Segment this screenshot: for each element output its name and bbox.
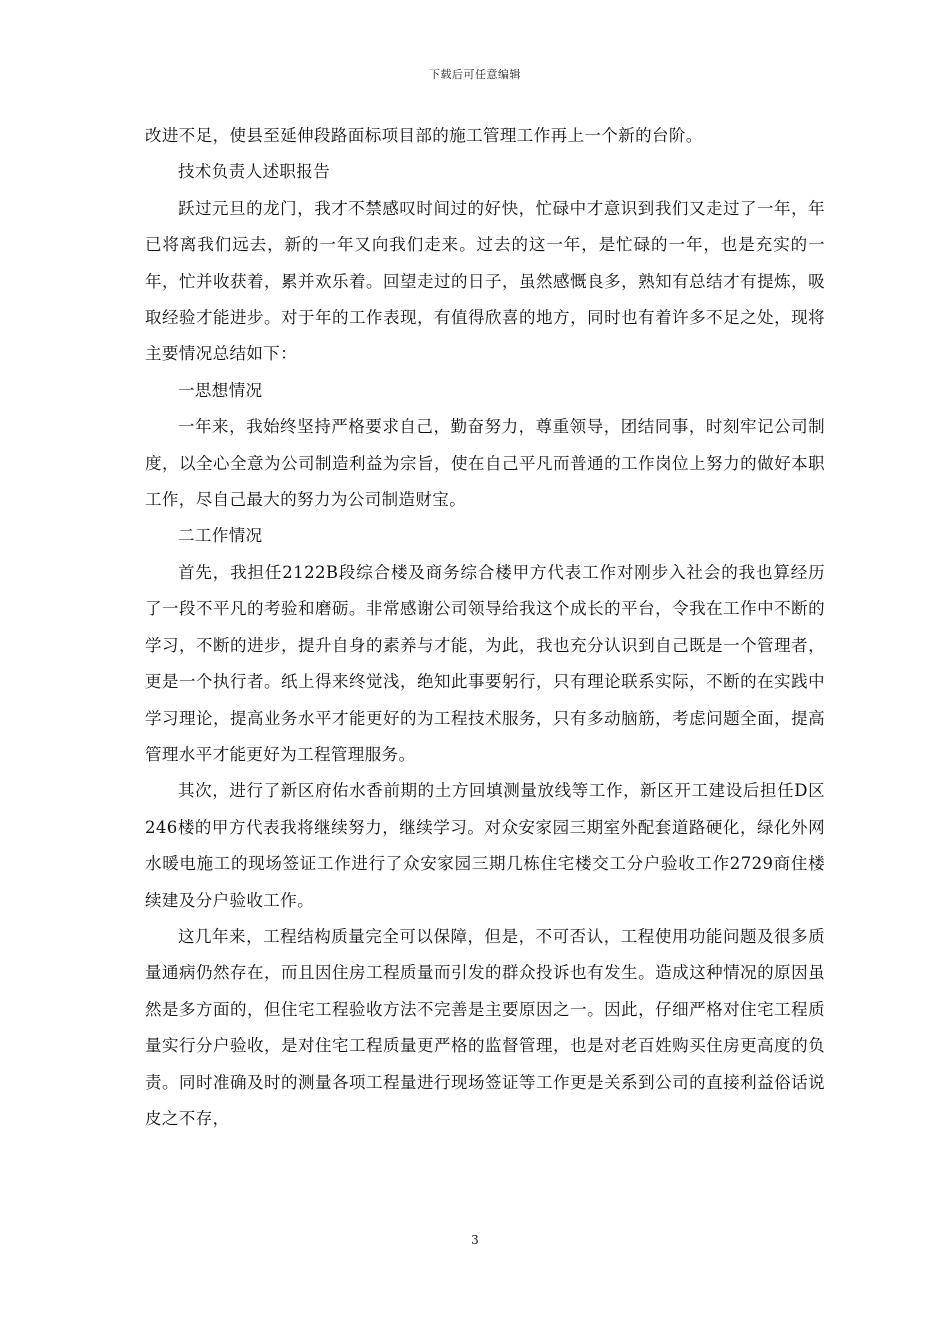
section-heading-thoughts: 一思想情况 (178, 380, 263, 400)
paragraph-work-second: 其次，进行了新区府佑水香前期的土方回填测量放线等工作，新区开工建设后担任D区246楼的甲方代表我将继续努力，继续学习。对众安家园三期室外配套道路硬化，绿化外网水暖电施工的现场签证工作进行了众安家园三期几栋住宅楼交工分户验收工作2729商住楼续建及分户验收工作。 (145, 781, 825, 910)
paragraph-intro: 跃过元旦的龙门，我才不禁感叹时间过的好快，忙碌中才意识到我们又走过了一年，年已将离我们远去，新的一年又向我们走来。过去的这一年，是忙碌的一年，也是充实的一年，忙并收获着，累并欢乐着。回望走过的日子，虽然感慨良多，熟知有总结才有提炼，吸取经验才能进步。对于年的工作表现，有值得欣喜的地方，同时也有着许多不足之处，现将主要情况总结如下： (145, 198, 825, 364)
section-title: 技术负责人述职报告 (178, 162, 331, 182)
paragraph-thoughts: 一年来，我始终坚持严格要求自己，勤奋努力，尊重领导，团结同事，时刻牢记公司制度，以全心全意为公司制造利益为宗旨，使在自己平凡而普通的工作岗位上努力的做好本职工作，尽自己最大的努力为公司制造财宝。 (145, 417, 825, 510)
page-header: 下载后可任意编辑 (429, 68, 521, 81)
paragraph-continuation: 改进不足，使县至延伸段路面标项目部的施工管理工作再上一个新的台阶。 (145, 126, 703, 145)
paragraph-work-first: 首先，我担任2122B段综合楼及商务综合楼甲方代表工作对刚步入社会的我也算经历了一段不平凡的考验和磨砺。非常感谢公司领导给我这个成长的平台，令我在工作中不断的学习，不断的进步，提升自身的素养与才能，为此，我也充分认识到自己既是一个管理者，更是一个执行者。纸上得来终觉浅，绝知此事要躬行，只有理论联系实际，不断的在实践中学习理论，提高业务水平才能更好的为工程技术服务，只有多动脑筋，考虑问题全面，提高管理水平才能更好为工程管理服务。 (145, 562, 825, 764)
page-number: 3 (471, 1233, 479, 1247)
section-heading-work: 二工作情况 (178, 526, 263, 546)
paragraph-quality: 这几年来，工程结构质量完全可以保障，但是，不可否认，工程使用功能问题及很多质量通病仍然存在，而且因住房工程质量而引发的群众投诉也有发生。造成这种情况的原因虽然是多方面的，但住宅工程验收方法不完善是主要原因之一。因此，仔细严格对住宅工程质量实行分户验收，是对住宅工程质量更严格的监督管理，也是对老百姓购买住房更高度的负责。同时准确及时的测量各项工程量进行现场签证等工作更是关系到公司的直接利益俗话说皮之不存， (145, 926, 825, 1128)
document-body (145, 118, 825, 1137)
